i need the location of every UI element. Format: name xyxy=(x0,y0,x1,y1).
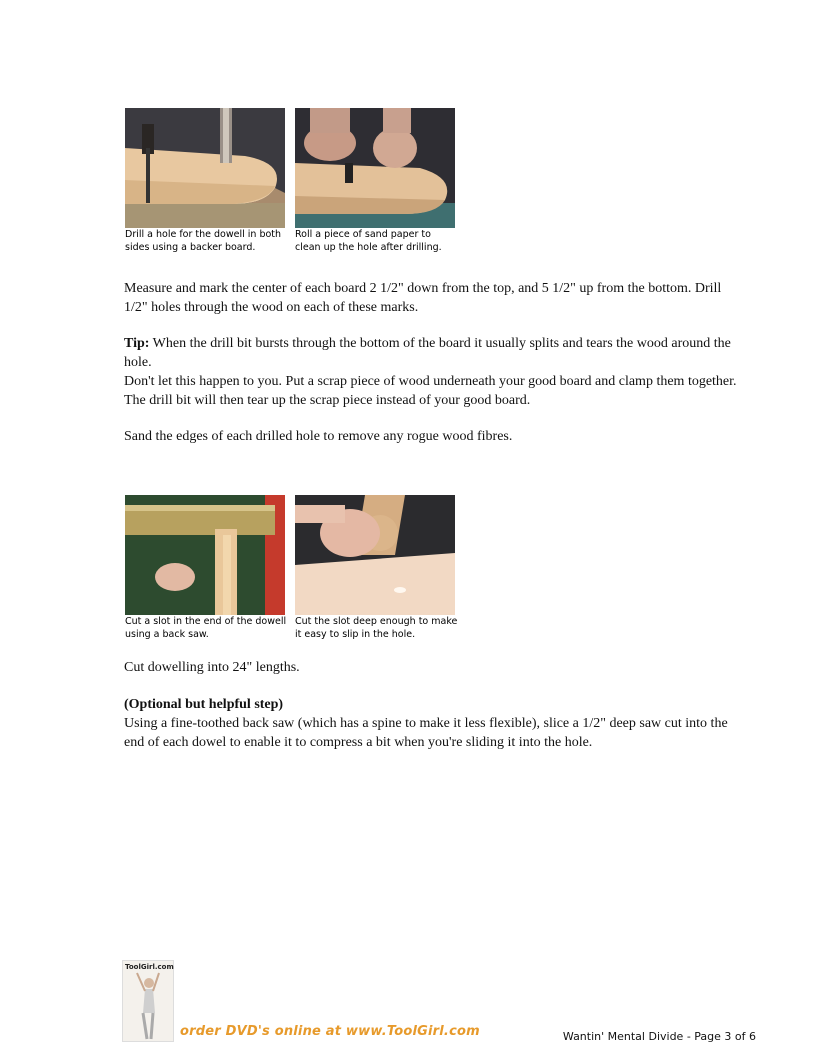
tip-paragraph xyxy=(124,334,744,410)
page-footer: Wantin' Mental Divide - Page 3 of 6 xyxy=(562,1030,756,1043)
measure-paragraph: Measure and mark the center of each board 2 1/2" down from the top, and 5 1/2" up from the bottom. Drill 1/2" holes through the wood on each of these marks. xyxy=(124,281,722,315)
drill-hole-photo xyxy=(125,108,285,228)
logo-label: ToolGirl.com xyxy=(125,963,174,971)
sand-edges-paragraph: Sand the edges of each drilled hole to remove any rogue wood fibres. xyxy=(124,429,513,444)
dowelling-paragraph: Cut dowelling into 24" lengths. xyxy=(124,660,300,675)
optional-heading: (Optional but helpful step) xyxy=(124,697,284,712)
sand-paper-photo xyxy=(295,108,455,228)
optional-text: Using a fine-toothed back saw (which has a spine to make it less flexible), slice a 1/2" deep saw cut into the end of each dowel to enable it to compress a bit when you're sliding it into the hole. xyxy=(124,716,728,750)
drill-hole-caption: Drill a hole for the dowell in both sides using a backer board. xyxy=(125,229,282,253)
slot-photo xyxy=(295,495,455,615)
tip-text: When the drill bit bursts through the bottom of the board it usually splits and tears the wood around the hole. xyxy=(124,336,731,370)
slot-caption: Cut the slot deep enough to make it easy to slip in the hole. xyxy=(295,616,458,640)
back-saw-caption: Cut a slot in the end of the dowell using a back saw. xyxy=(125,616,287,640)
order-dvd-link[interactable]: order DVD's online at www.ToolGirl.com xyxy=(180,1024,480,1039)
tip-label: Tip: xyxy=(124,336,150,351)
optional-paragraph xyxy=(124,695,744,752)
tip-text-2: Don't let this happen to you. Put a scrap piece of wood underneath your good board and clamp them together. The drill bit will then tear up the scrap piece instead of your good board. xyxy=(124,374,737,408)
back-saw-photo xyxy=(125,495,285,615)
toolgirl-logo xyxy=(122,960,174,1042)
sand-paper-caption: Roll a piece of sand paper to clean up the hole after drilling. xyxy=(295,229,442,253)
